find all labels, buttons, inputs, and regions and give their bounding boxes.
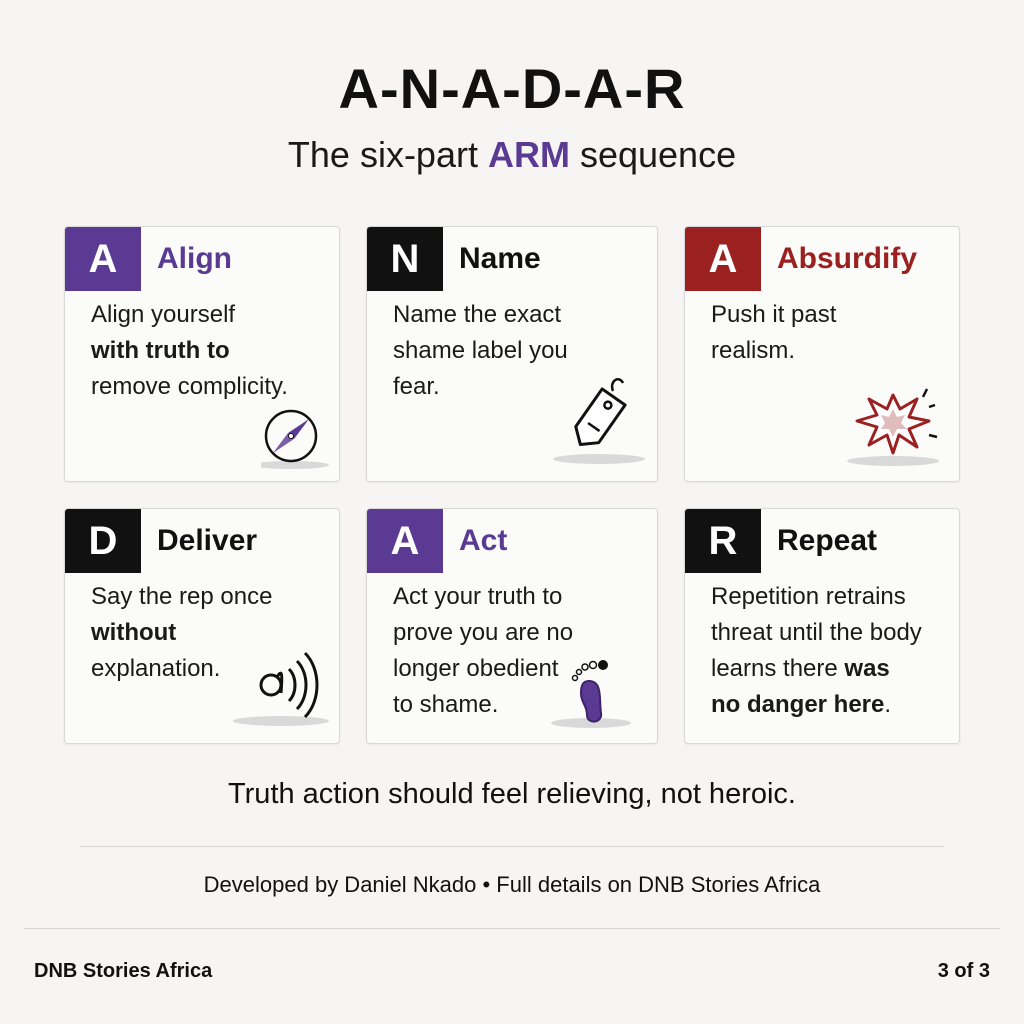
subtitle-post: sequence — [569, 134, 737, 175]
card-body-line: Align yourself — [91, 301, 236, 328]
card-body-line: explanation. — [91, 655, 221, 682]
card-badge: N — [367, 227, 443, 291]
card-body-text: . — [884, 691, 892, 718]
card-badge: D — [65, 509, 141, 573]
card-body-line: prove you are no — [393, 619, 574, 646]
card-body-line: Name the exact — [393, 301, 562, 328]
card-act — [366, 508, 658, 744]
card-body-bold: was — [844, 655, 890, 682]
tagline: Truth action should feel relieving, not heroic. — [228, 778, 796, 810]
divider — [80, 846, 944, 847]
burst-icon — [845, 375, 945, 469]
card-body-bold: no danger here — [711, 691, 885, 718]
card-body-line-bold: without — [91, 619, 177, 646]
card-body-line-bold: with truth to — [91, 337, 230, 364]
card-title: Align — [157, 242, 232, 275]
card-body-line: Act your truth to — [393, 583, 563, 610]
card-body-line — [711, 651, 943, 687]
footer-brand: DNB Stories Africa — [34, 960, 213, 982]
tag-icon — [553, 373, 649, 469]
card-title: Name — [459, 242, 541, 275]
card-body-line: threat until the body — [711, 619, 922, 646]
card-body-text: learns there — [711, 655, 845, 682]
card-title: Repeat — [777, 524, 878, 557]
card-body-line: longer obedient — [393, 655, 559, 682]
card-body — [91, 297, 323, 405]
card-body-line: shame label you — [393, 337, 568, 364]
card-body-line: remove complicity. — [91, 373, 288, 400]
card-title: Act — [459, 524, 508, 557]
divider — [24, 928, 1000, 929]
card-align — [64, 226, 340, 482]
subtitle-accent: ARM — [487, 134, 570, 175]
credits: Developed by Daniel Nkado • Full details on DNB Stories Africa — [203, 872, 821, 897]
card-body — [711, 297, 943, 369]
card-body-line — [711, 687, 943, 723]
card-body-line: to shame. — [393, 691, 499, 718]
footprint-icon — [551, 657, 631, 733]
card-body-line: Repetition retrains — [711, 583, 906, 610]
card-body-line: Push it past — [711, 301, 837, 328]
card-body — [711, 579, 943, 723]
compass-icon — [261, 409, 331, 469]
card-body-line: fear. — [393, 373, 440, 400]
card-badge: R — [685, 509, 761, 573]
card-body-line: Say the rep once — [91, 583, 273, 610]
card-absurdify — [684, 226, 960, 482]
card-badge: A — [65, 227, 141, 291]
card-body-line: realism. — [711, 337, 796, 364]
sound-waves-icon — [231, 647, 331, 733]
page-title: A-N-A-D-A-R — [338, 57, 686, 120]
card-name — [366, 226, 658, 482]
card-title: Deliver — [157, 524, 258, 557]
card-deliver — [64, 508, 340, 744]
page-subtitle — [0, 134, 1024, 176]
card-badge: A — [367, 509, 443, 573]
card-badge: A — [685, 227, 761, 291]
card-repeat — [684, 508, 960, 744]
page-indicator: 3 of 3 — [937, 960, 990, 982]
subtitle-pre: The six-part — [287, 134, 488, 175]
card-title: Absurdify — [777, 242, 918, 275]
